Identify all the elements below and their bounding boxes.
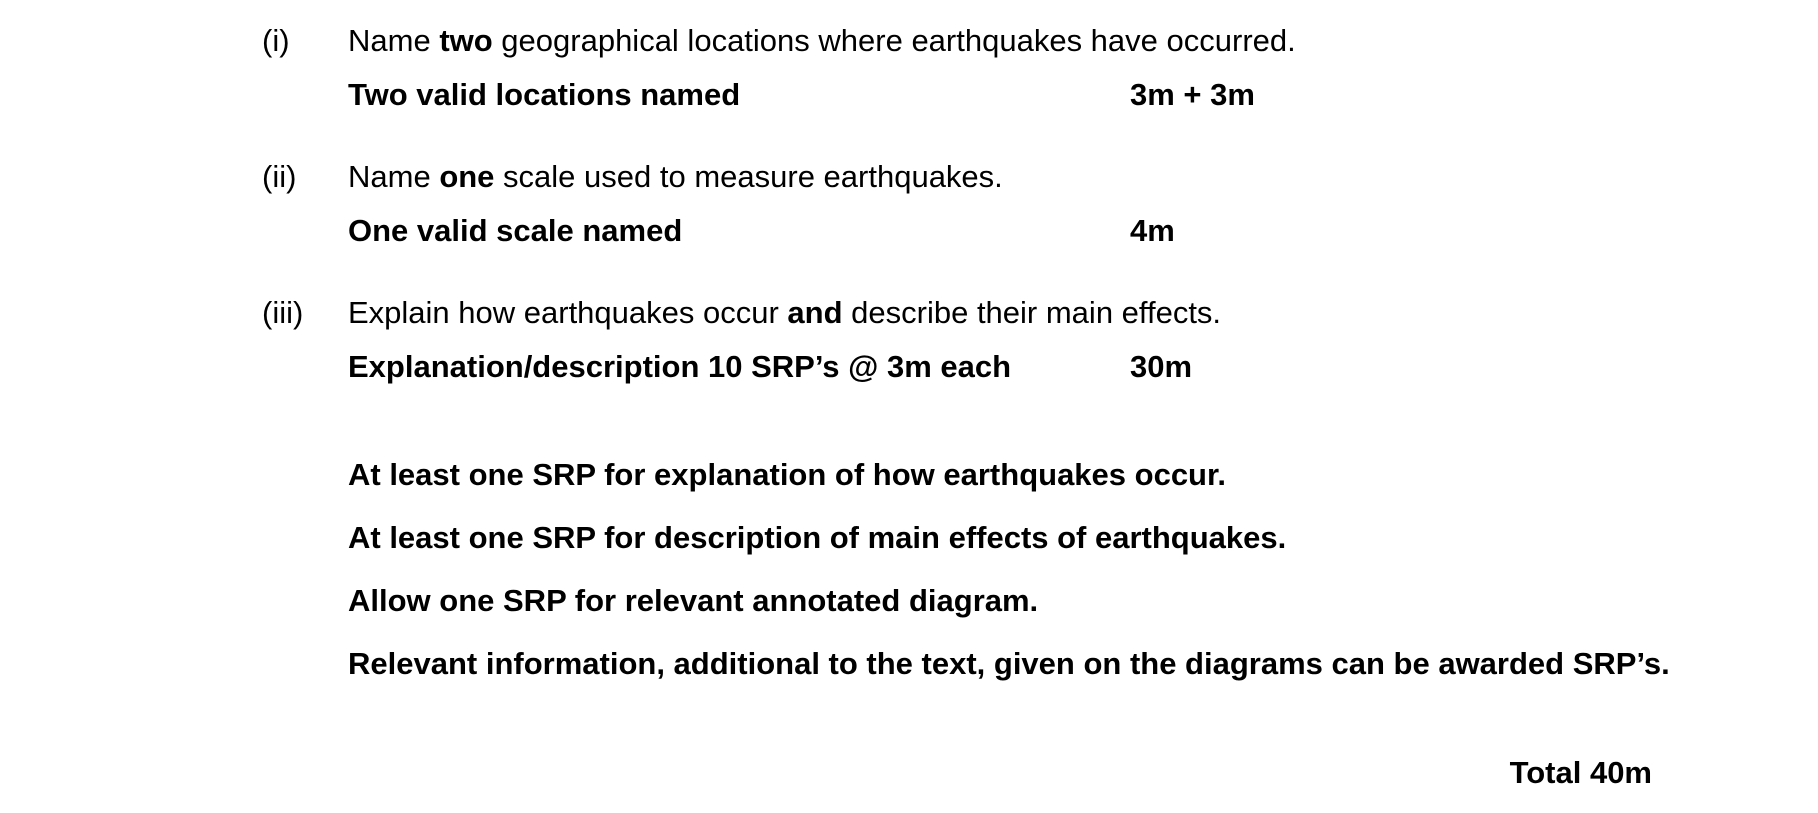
question-text-iii-emphasis: and	[787, 295, 843, 330]
marks-ii: 4m	[1130, 213, 1175, 248]
question-text-i-start: Name	[348, 23, 440, 58]
question-text-ii-emphasis: one	[439, 159, 495, 194]
note-effects: At least one SRP for description of main effects of earthquakes.	[348, 520, 1287, 555]
marks-i: 3m + 3m	[1130, 77, 1255, 112]
question-text-iii-end: describe their main effects.	[842, 295, 1222, 330]
question-text-iii	[348, 297, 1221, 328]
note-diagram: Allow one SRP for relevant annotated diagram.	[348, 583, 1039, 618]
question-number-i: (i)	[262, 23, 290, 58]
question-text-i-emphasis: two	[439, 23, 493, 58]
question-text-ii-end: scale used to measure earthquakes.	[494, 159, 1003, 194]
note-diagram-information: Relevant information, additional to the text, given on the diagrams can be awarded SRP’s.	[348, 646, 1670, 681]
question-text-i	[348, 25, 1296, 56]
question-number-ii: (ii)	[262, 159, 297, 194]
question-text-ii	[348, 161, 1003, 192]
answer-ii: One valid scale named	[348, 213, 683, 248]
marks-iii: 30m	[1130, 349, 1193, 384]
question-text-ii-start: Name	[348, 159, 440, 194]
note-explanation: At least one SRP for explanation of how earthquakes occur.	[348, 457, 1226, 492]
question-text-iii-start: Explain how earthquakes occur	[348, 295, 788, 330]
question-number-iii: (iii)	[262, 295, 304, 330]
question-text-i-end: geographical locations where earthquakes have occurred.	[492, 23, 1296, 58]
answer-i: Two valid locations named	[348, 77, 741, 112]
total-marks: Total 40m	[1509, 755, 1652, 790]
answer-iii: Explanation/description 10 SRP’s @ 3m each	[348, 349, 1012, 384]
